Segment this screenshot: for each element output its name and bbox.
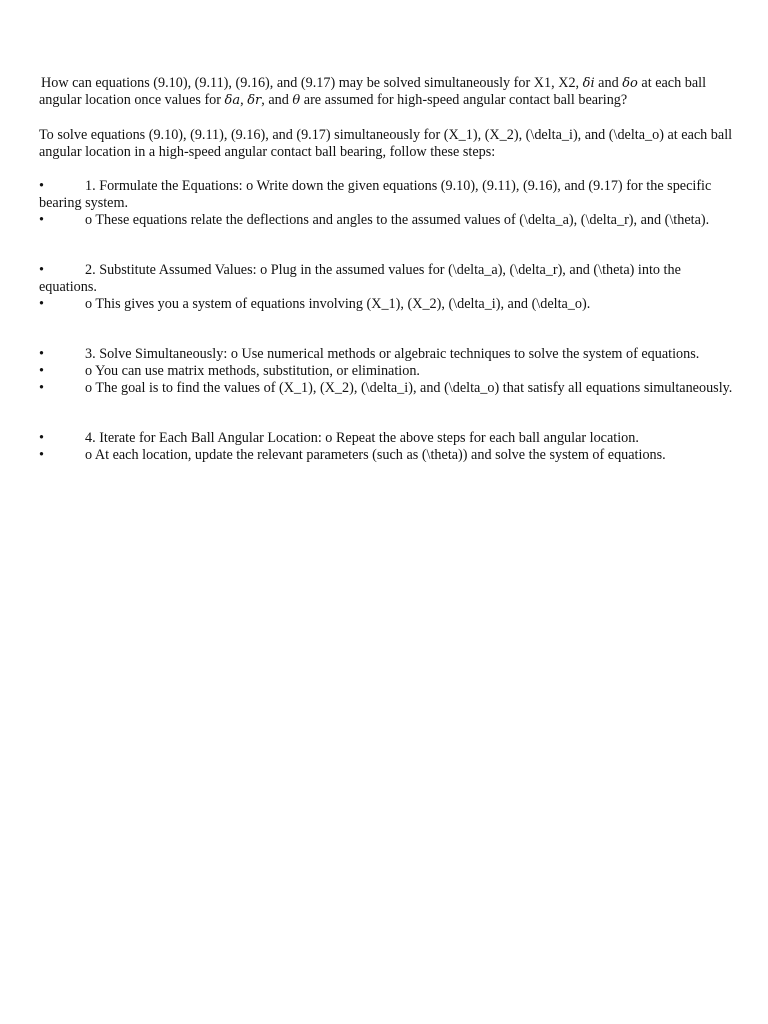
bullet-text: 1. Formulate the Equations: o Write down the given equations (9.10), (9.11), (9.16), and (9.17) for the specific bearing system. [39,178,712,211]
theta-symbol: θ [292,93,301,108]
intro-paragraph: To solve equations (9.10), (9.11), (9.16), and (9.17) simultaneously for (X_1), (X_2), (\delta_i), and (\delta_o) at each ball angular location in a high-speed angular contact ball bearing, follow these steps: [39,127,733,160]
bullet-text: 2. Substitute Assumed Values: o Plug in the assumed values for (\delta_a), (\delta_r), and (\theta) into the equations. [39,262,681,295]
bullet-text: o This gives you a system of equations involving (X_1), (X_2), (\delta_i), and (\delta_o). [85,296,591,312]
question-paragraph [39,75,734,109]
bullet-text: o You can use matrix methods, substitution, or elimination. [85,363,420,379]
bullet-text: o The goal is to find the values of (X_1), (X_2), (\delta_i), and (\delta_o) that satisfy all equations simultaneously. [85,380,733,396]
bullet-item [39,447,734,464]
document-page [39,75,734,464]
bullet-item [39,178,734,212]
bullet-mark: • [39,447,44,463]
bullet-item [39,296,734,313]
question-text-part2: at each ball angular location once values for [39,75,707,108]
bullet-item [39,262,734,296]
bullet-mark: • [39,380,44,396]
bullet-text: o These equations relate the deflections and angles to the assumed values of (\delta_a), (\delta_r), and (\theta). [85,212,710,228]
bullet-mark: • [39,296,44,312]
bullet-text: o At each location, update the relevant parameters (such as (\theta)) and solve the system of equations. [85,447,666,463]
question-text-comma-and: , and [261,92,293,108]
step-group [39,346,734,397]
bullet-mark: • [39,212,44,228]
delta-r-symbol: δr [247,93,262,108]
bullet-mark: • [39,363,44,379]
bullet-mark: • [39,430,44,446]
steps-list [39,178,734,464]
step-group [39,262,734,313]
bullet-mark: • [39,178,44,194]
question-text-part1: How can equations (9.10), (9.11), (9.16), and (9.17) may be solved simultaneously for X1, X2, [41,75,583,91]
question-text-and: and [594,75,623,91]
delta-i-symbol: δi [582,76,595,91]
bullet-item [39,363,734,380]
bullet-item [39,346,734,363]
delta-a-symbol: δa [224,93,241,108]
question-text-comma: , [240,92,248,108]
bullet-mark: • [39,262,44,278]
step-group [39,430,734,464]
delta-o-symbol: δo [622,76,638,91]
question-text-part3: are assumed for high-speed angular contact ball bearing? [300,92,628,108]
bullet-text: 4. Iterate for Each Ball Angular Location: o Repeat the above steps for each ball angular location. [85,430,639,446]
bullet-item [39,430,734,447]
bullet-text: 3. Solve Simultaneously: o Use numerical methods or algebraic techniques to solve the system of equations. [85,346,700,362]
bullet-mark: • [39,346,44,362]
bullet-item [39,212,734,229]
step-group [39,178,734,229]
bullet-item [39,380,734,397]
